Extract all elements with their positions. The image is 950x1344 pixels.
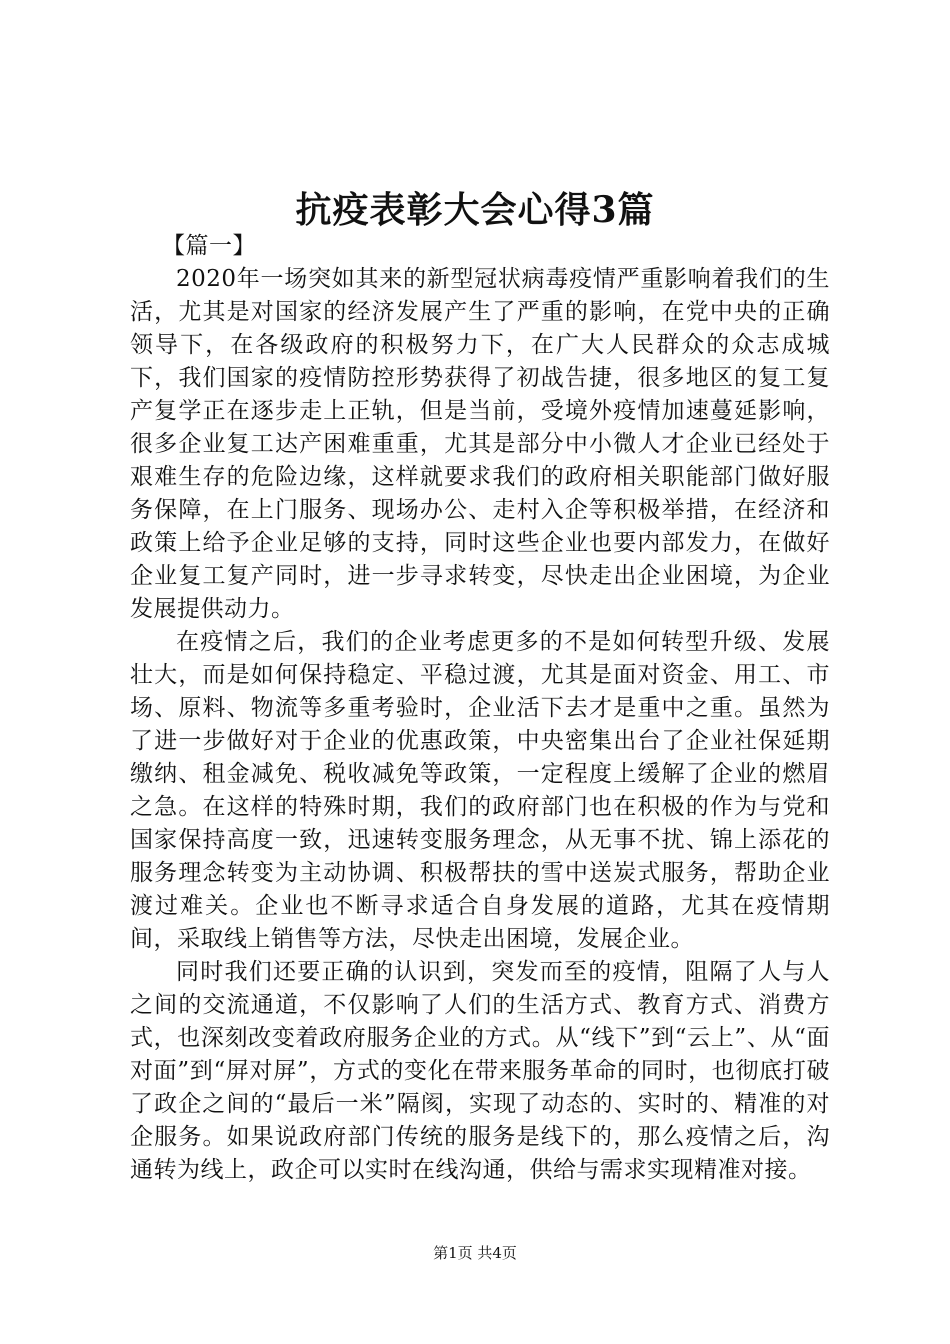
document-body bbox=[130, 230, 830, 1187]
page-footer: 第1页 共4页 bbox=[433, 1244, 517, 1262]
paragraph: 2020年一场突如其来的新型冠状病毒疫情严重影响着我们的生活，尤其是对国家的经济发展产生了严重的影响，在党中央的正确领导下，在各级政府的积极努力下，在广大人民群众的众志成城下，我们国家的疫情防控形势获得了初战告捷，很多地区的复工复产复学正在逐步走上正轨，但是当前，受境外疫情加速蔓延影响，很多企业复工达产困难重重，尤其是部分中小微人才企业已经处于艰难生存的危险边缘，这样就要求我们的政府相关职能部门做好服务保障，在上门服务、现场办公、走村入企等积极举措，在经济和政策上给予企业足够的支持，同时这些企业也要内部发力，在做好企业复工复产同时，进一步寻求转变，尽快走出企业困境，为企业发展提供动力。 bbox=[130, 266, 830, 622]
paragraph: 在疫情之后，我们的企业考虑更多的不是如何转型升级、发展壮大，而是如何保持稳定、平稳过渡，尤其是面对资金、用工、市场、原料、物流等多重考验时，企业活下去才是重中之重。虽然为了进一步做好对于企业的优惠政策，中央密集出台了企业社保延期缴纳、租金减免、税收减免等政策，一定程度上缓解了企业的燃眉之急。在这样的特殊时期，我们的政府部门也在积极的作为与党和国家保持高度一致，迅速转变服务理念，从无事不扰、锦上添花的服务理念转变为主动协调、积极帮扶的雪中送炭式服务，帮助企业渡过难关。企业也不断寻求适合自身发展的道路，尤其在疫情期间，采取线上销售等方法，尽快走出困境，发展企业。 bbox=[130, 629, 830, 952]
document-title: 抗疫表彰大会心得3篇 bbox=[295, 189, 655, 231]
section-heading: 【篇一】 bbox=[162, 233, 256, 259]
paragraph: 同时我们还要正确的认识到，突发而至的疫情，阻隔了人与人之间的交流通道，不仅影响了人们的生活方式、教育方式、消费方式，也深刻改变着政府服务企业的方式。从“线下”到“云上”、从“面对面”到“屏对屏”，方式的变化在带来服务革命的同时，也彻底打破了政企之间的“最后一米”隔阂，实现了动态的、实时的、精准的对企服务。如果说政府部门传统的服务是线下的，那么疫情之后，沟通转为线上，政企可以实时在线沟通，供给与需求实现精准对接。 bbox=[130, 959, 830, 1183]
